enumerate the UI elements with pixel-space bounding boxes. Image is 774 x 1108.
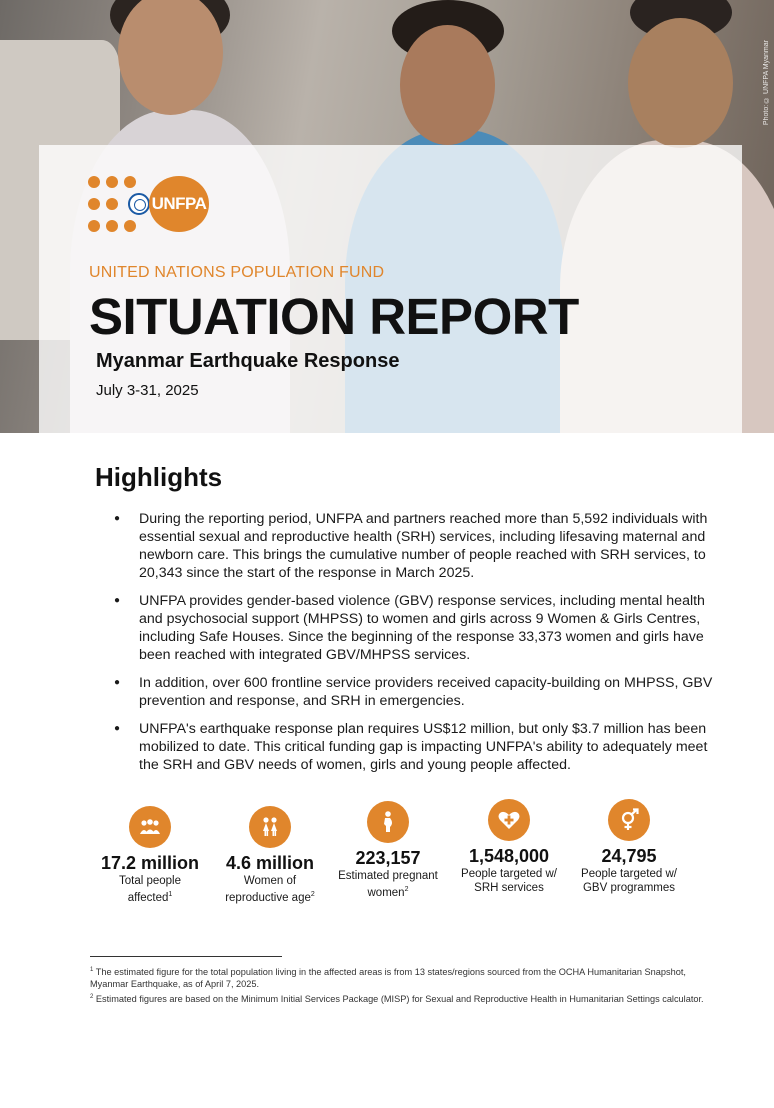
report-dates: July 3-31, 2025 <box>96 382 199 399</box>
highlight-item: ● During the reporting period, UNFPA and partners reached more than 5,592 individuals with essential sexual and reproductive health (SRH) services, including lifesaving maternal and newborn care. This brings the cumulative number of people reached with SRH services, to 20,343 since the start of the response in March 2025. <box>114 510 714 582</box>
stat-label-line: women <box>367 886 405 899</box>
logo-wordmark: UNFPA <box>149 176 209 232</box>
footnote-2 <box>90 991 710 1005</box>
agency-name: UNITED NATIONS POPULATION FUND <box>89 264 385 281</box>
footnote-ref: 1 <box>168 891 173 898</box>
women-icon <box>249 806 291 848</box>
stat-value: 17.2 million <box>100 853 200 873</box>
logo-dot <box>88 198 100 210</box>
highlights-heading: Highlights <box>95 462 223 492</box>
stat-label-line: People targeted w/ <box>461 868 557 880</box>
footnote-text: Estimated figures are based on the Minimum Initial Services Package (MISP) for Sexual and Reproductive Health in Humanitarian Settings calculator. <box>93 994 704 1005</box>
footnote-1 <box>90 964 710 990</box>
stat-label <box>328 869 448 900</box>
stat-label <box>90 874 210 905</box>
unfpa-logo <box>88 176 213 232</box>
logo-dot <box>88 176 100 188</box>
heart-plus-icon <box>488 799 530 841</box>
footnote-divider <box>90 956 282 957</box>
logo-dot <box>124 176 136 188</box>
footnote-marker: 1 <box>90 967 94 973</box>
stat-women-reproductive <box>210 806 330 905</box>
stat-label-line: SRH services <box>474 882 544 894</box>
highlights-list <box>114 510 714 784</box>
stat-label <box>449 867 569 895</box>
stat-value: 4.6 million <box>225 853 315 873</box>
page-title: SITUATION REPORT <box>89 288 579 345</box>
stat-label-line: reproductive age <box>225 891 311 904</box>
pregnant-woman-icon <box>367 801 409 843</box>
stat-srh-targeted <box>449 799 569 895</box>
logo-dot <box>88 220 100 232</box>
logo-dot <box>106 220 118 232</box>
people-group-icon <box>129 806 171 848</box>
stat-pregnant-women <box>328 801 448 900</box>
stat-label <box>210 874 330 905</box>
stat-label-line: Estimated pregnant <box>338 870 438 882</box>
stat-label-line: People targeted w/ <box>581 868 677 880</box>
stat-gbv-targeted <box>569 799 689 895</box>
photo-face-left <box>118 0 223 115</box>
stat-label-line: affected <box>127 891 169 904</box>
stat-label <box>569 867 689 895</box>
stat-label-line: Total people <box>118 875 182 887</box>
footnote-ref: 2 <box>310 891 315 898</box>
footnote-ref: 2 <box>404 886 409 893</box>
photo-credit: Photo: © UNFPA Myanmar <box>763 40 770 126</box>
page-subtitle: Myanmar Earthquake Response <box>96 350 400 372</box>
stat-value: 1,548,000 <box>468 846 550 866</box>
highlight-item: ● In addition, over 600 frontline service providers received capacity-building on MHPSS, GBV prevention and response, and SRH in emergencies. <box>114 674 714 710</box>
photo-face-right <box>628 18 733 148</box>
highlight-item: ● UNFPA's earthquake response plan requires US$12 million, but only $3.7 million has been mobilized to date. This critical funding gap is impacting UNFPA's ability to adequately meet the SRH and GBV needs of women, girls and young people affected. <box>114 720 714 774</box>
logo-dot <box>106 176 118 188</box>
un-emblem-icon <box>128 193 150 215</box>
logo-dot <box>106 198 118 210</box>
stat-people-affected <box>90 806 210 905</box>
stat-value: 24,795 <box>601 846 657 866</box>
gender-symbol-icon <box>608 799 650 841</box>
footnotes <box>90 964 710 1006</box>
footnote-text: The estimated figure for the total population living in the affected areas is from 13 states/regions sourced from the OCHA Humanitarian Snapshot, Myanmar Earthquake, as of April 7, 2025. <box>90 967 686 990</box>
photo-face-center <box>400 25 495 145</box>
footnote-marker: 2 <box>90 994 94 1001</box>
stat-label-line: Women of <box>243 875 297 887</box>
stat-label-line: GBV programmes <box>582 882 676 894</box>
logo-dot <box>124 220 136 232</box>
key-figures <box>90 806 690 916</box>
highlight-item: ● UNFPA provides gender-based violence (GBV) response services, including mental health and psychosocial support (MHPSS) to women and girls across 9 Women & Girls Centres, including Safe Houses. Since the beginning of the response 33,373 women and girls have been reached with integrated GBV/MHPSS services. <box>114 592 714 664</box>
stat-value: 223,157 <box>355 848 421 868</box>
